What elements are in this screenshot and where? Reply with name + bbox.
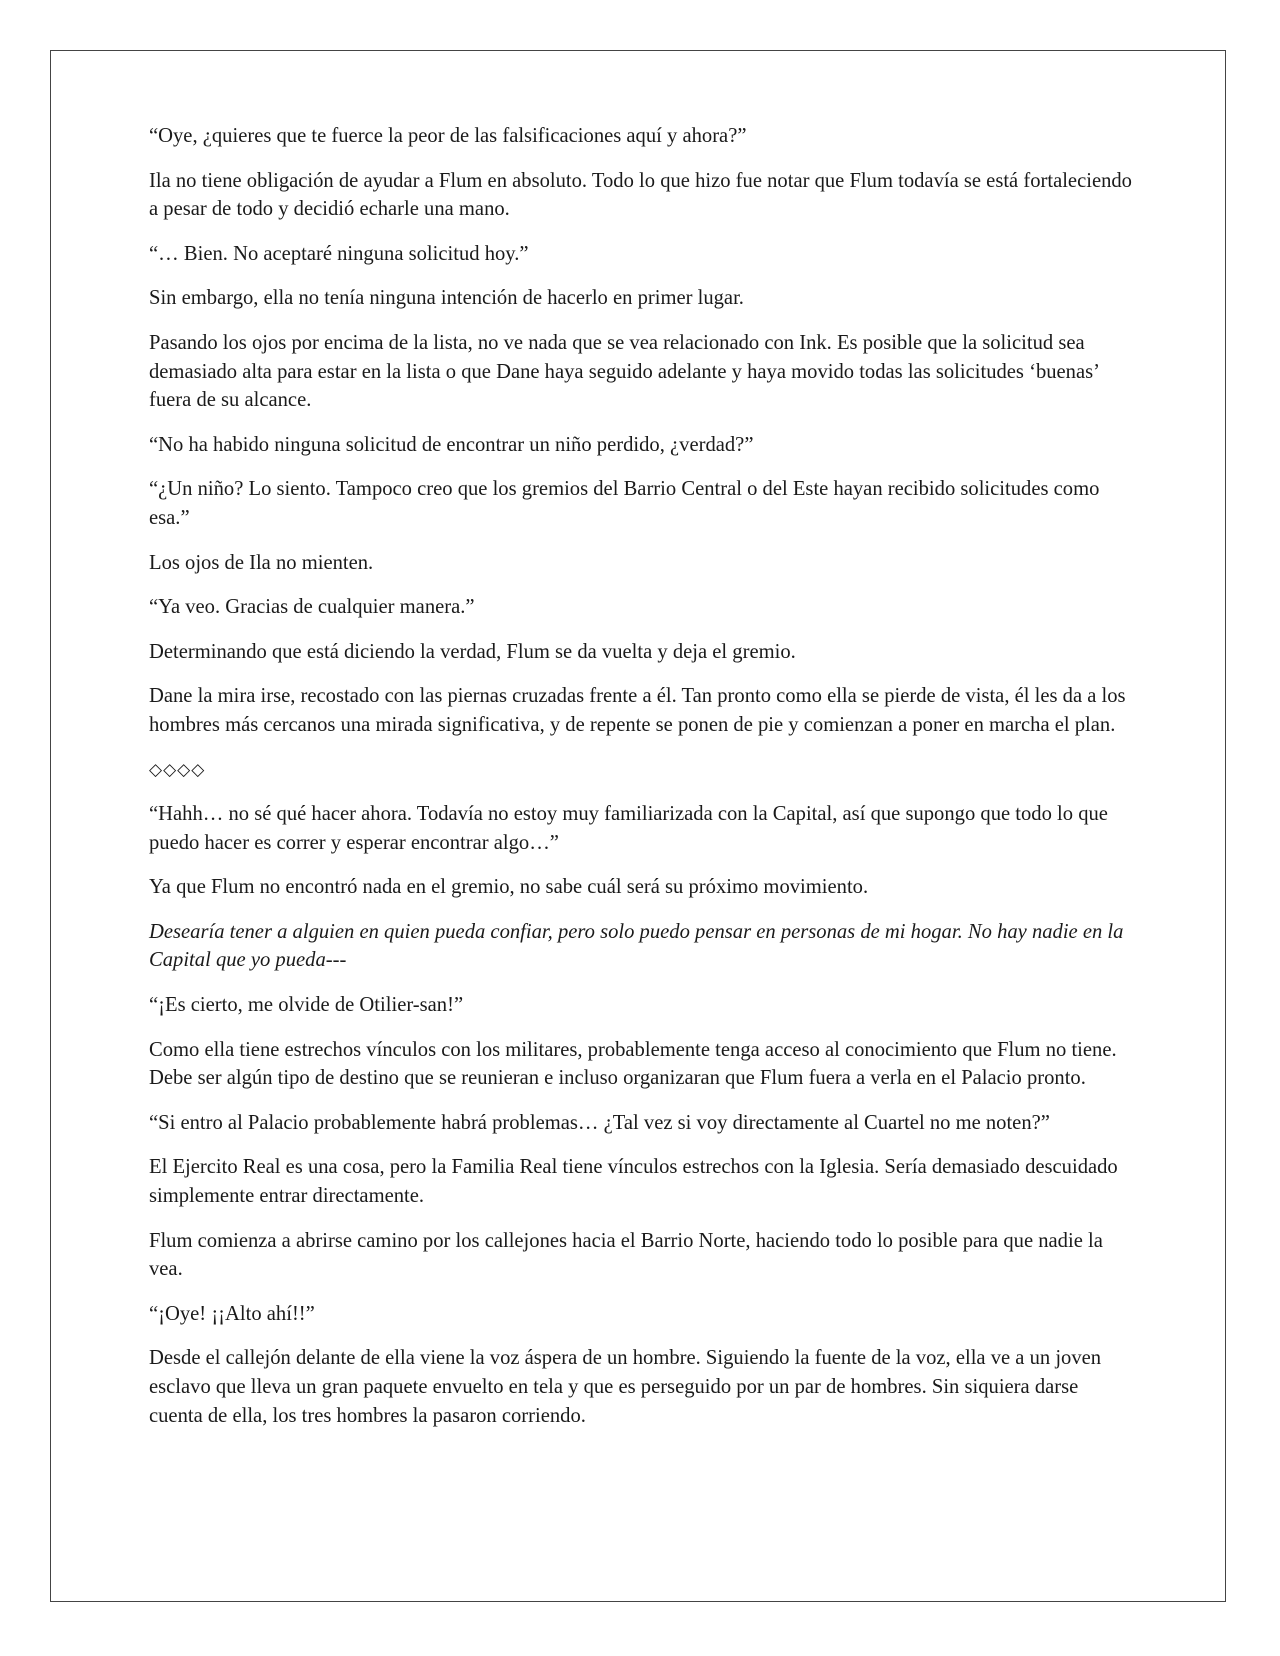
italic-thought-paragraph: Desearía tener a alguien en quien pueda confiar, pero solo puedo pensar en personas de mi hogar. No hay nadie en la Capital que yo pueda--- — [149, 920, 1124, 972]
paragraph: “¿Un niño? Lo siento. Tampoco creo que los gremios del Barrio Central o del Este hayan recibido solicitudes como esa.” — [149, 478, 1100, 529]
paragraph: Los ojos de Ila no mienten. — [149, 551, 374, 574]
paragraph: “Si entro al Palacio probablemente habrá problemas… ¿Tal vez si voy directamente al Cuartel no me noten?” — [149, 1111, 1050, 1134]
paragraph: Como ella tiene estrechos vínculos con los militares, probablemente tenga acceso al conocimiento que Flum no tiene. Debe ser algún tipo de destino que se reunieran e incluso organizaran que Flum fuera a verla en el Palacio pronto. — [149, 1038, 1117, 1090]
paragraph: El Ejercito Real es una cosa, pero la Familia Real tiene vínculos estrechos con la Iglesia. Sería demasiado descuidado simplemente entrar directamente. — [149, 1156, 1118, 1208]
paragraph: “… Bien. No aceptaré ninguna solicitud hoy.” — [149, 242, 529, 265]
paragraph: “Oye, ¿quieres que te fuerce la peor de las falsificaciones aquí y ahora?” — [149, 125, 747, 147]
paragraph: Ya que Flum no encontró nada en el gremio, no sabe cuál será su próximo movimiento. — [149, 876, 869, 899]
paragraph: Dane la mira irse, recostado con las piernas cruzadas frente a él. Tan pronto como ella se pierde de vista, él les da a los hombres más cercanos una mirada significativa, y de repente se ponen de pie y comienzan a poner en marcha el plan. — [149, 685, 1126, 736]
paragraph: Pasando los ojos por encima de la lista, no ve nada que se vea relacionado con Ink. Es posible que la solicitud sea demasiado alta para estar en la lista o que Dane haya seguido adelante y haya movido todas las solicitudes ‘buenas’ fuera de su alcance. — [149, 331, 1099, 412]
paragraph: Determinando que está diciendo la verdad, Flum se da vuelta y deja el gremio. — [149, 640, 796, 663]
paragraph: Flum comienza a abrirse camino por los callejones hacia el Barrio Norte, haciendo todo lo posible para que nadie la vea. — [149, 1229, 1103, 1281]
paragraph: “Ya veo. Gracias de cualquier manera.” — [149, 596, 475, 619]
paragraph: “¡Oye! ¡¡Alto ahí!!” — [149, 1302, 315, 1325]
paragraph: Desde el callejón delante de ella viene la voz áspera de un hombre. Siguiendo la fuente de la voz, ella ve a un joven esclavo que lleva un gran paquete envuelto en tela y que es perseguido por un par de hombres. Sin siquiera darse cuenta de ella, los tres hombres la pasaron corriendo. — [149, 1347, 1102, 1427]
paragraph: Ila no tiene obligación de ayudar a Flum en absoluto. Todo lo que hizo fue notar que Flum todavía se está fortaleciendo a pesar de todo y decidió echarle una mano. — [149, 169, 1132, 221]
scene-break-separator: ◇◇◇◇ — [149, 759, 206, 780]
paragraph: Sin embargo, ella no tenía ninguna intención de hacerlo en primer lugar. — [149, 287, 744, 310]
paragraph: “No ha habido ninguna solicitud de encontrar un niño perdido, ¿verdad?” — [149, 433, 754, 456]
paragraph: “Hahh… no sé qué hacer ahora. Todavía no estoy muy familiarizada con la Capital, así que supongo que todo lo que puedo hacer es correr y esperar encontrar algo…” — [149, 803, 1108, 854]
document-body — [149, 122, 1134, 1446]
paragraph: “¡Es cierto, me olvide de Otilier-san!” — [149, 994, 464, 1017]
